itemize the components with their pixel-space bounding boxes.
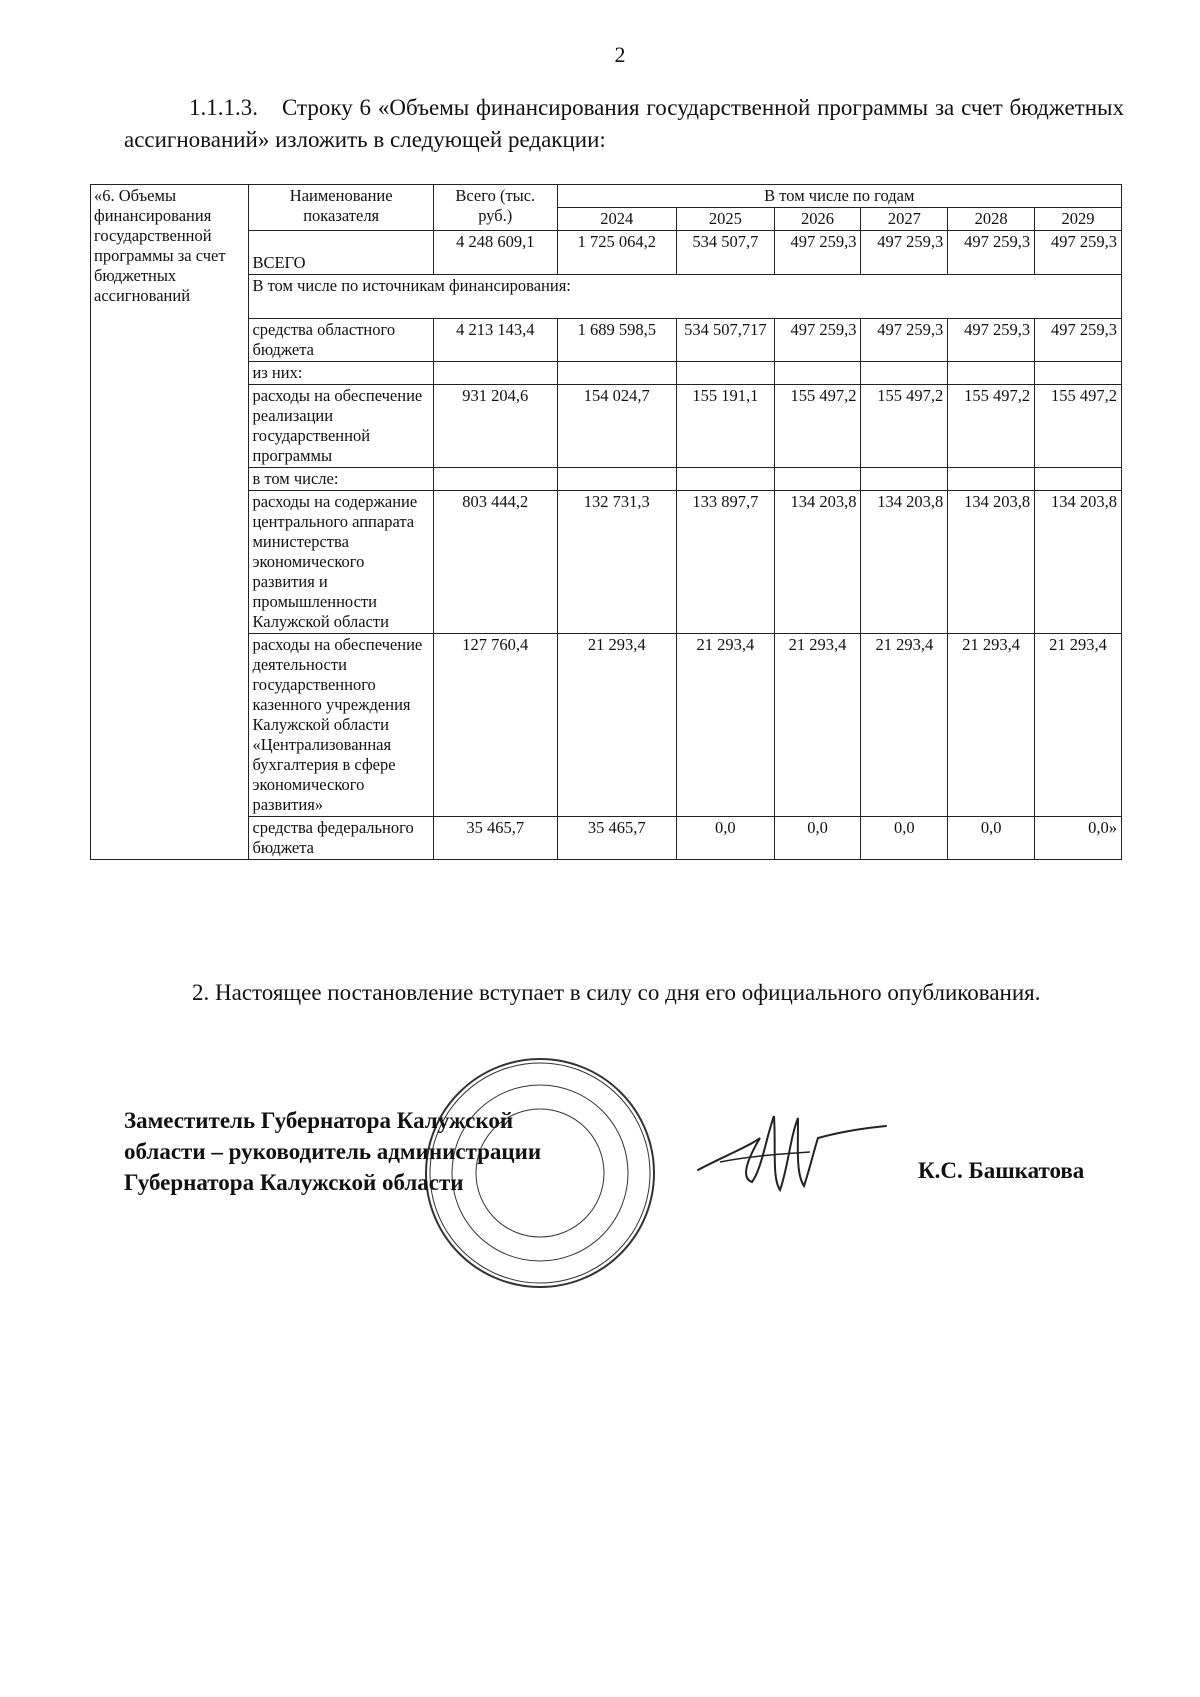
amendment-paragraph (124, 92, 1124, 156)
cell-value: 1 689 598,5 (557, 319, 676, 362)
cell-value (861, 468, 948, 491)
row-label: расходы на обеспечение деятельности государственного казенного учреждения Калужской области «Централизованная бухгалтерия в сфере экономического развития» (249, 634, 433, 817)
cell-value: 21 293,4 (676, 634, 774, 817)
header-total: Всего (тыс. руб.) (433, 185, 557, 231)
cell-value: 534 507,7 (676, 231, 774, 275)
cell-value: 497 259,3 (1035, 231, 1122, 275)
row-total (433, 362, 557, 385)
section-label: «6. Объемы финансирования государственной программы за счет бюджетных ассигнований (94, 186, 226, 305)
row-label: ВСЕГО (249, 231, 433, 275)
cell-value: 21 293,4 (557, 634, 676, 817)
cell-value: 134 203,8 (948, 491, 1035, 634)
cell-value: 497 259,3 (774, 231, 861, 275)
financing-table (90, 184, 1122, 860)
header-year: 2026 (774, 208, 861, 231)
signatory-name: К.С. Башкатова (918, 1158, 1085, 1183)
row-total: 931 204,6 (433, 385, 557, 468)
cell-value: 497 259,3 (948, 231, 1035, 275)
position-line: Губернатора Калужской области (124, 1170, 464, 1195)
cell-value: 21 293,4 (861, 634, 948, 817)
cell-value: 497 259,3 (1035, 319, 1122, 362)
cell-value: 134 203,8 (1035, 491, 1122, 634)
cell-value: 21 293,4 (948, 634, 1035, 817)
cell-value: 21 293,4 (774, 634, 861, 817)
cell-value (676, 468, 774, 491)
header-year: 2024 (557, 208, 676, 231)
row-total: 4 213 143,4 (433, 319, 557, 362)
cell-value: 132 731,3 (557, 491, 676, 634)
amendment-number: 1.1.1.3. (189, 95, 258, 120)
position-line: области – руководитель администрации (124, 1139, 542, 1164)
row-total (433, 468, 557, 491)
cell-value: 35 465,7 (557, 817, 676, 860)
row-label: расходы на обеспечение реализации государственной программы (249, 385, 433, 468)
cell-value: 154 024,7 (557, 385, 676, 468)
cell-value: 134 203,8 (774, 491, 861, 634)
row-total: 127 760,4 (433, 634, 557, 817)
cell-value (1035, 468, 1122, 491)
row-label: средства областного бюджета (249, 319, 433, 362)
row-label: из них: (249, 362, 433, 385)
row-total: 4 248 609,1 (433, 231, 557, 275)
cell-value (861, 362, 948, 385)
row-total: 803 444,2 (433, 491, 557, 634)
cell-value: 0,0 (861, 817, 948, 860)
amendment-text: Строку 6 «Объемы финансирования государственной программы за счет бюджетных ассигнований» изложить в следующей редакции: (124, 95, 1124, 152)
header-indicator: Наименование показателя (249, 185, 433, 231)
row-label: расходы на содержание центрального аппарата министерства экономического развития и промышленности Калужской области (249, 491, 433, 634)
row-label: в том числе: (249, 468, 433, 491)
cell-value (774, 468, 861, 491)
header-year: 2025 (676, 208, 774, 231)
cell-value: 134 203,8 (861, 491, 948, 634)
header-year: 2028 (948, 208, 1035, 231)
cell-value: 155 497,2 (861, 385, 948, 468)
cell-value: 497 259,3 (861, 231, 948, 275)
cell-value: 155 497,2 (948, 385, 1035, 468)
cell-value (774, 362, 861, 385)
section-label-cell (91, 185, 249, 860)
cell-value: 497 259,3 (861, 319, 948, 362)
row-label: средства федерального бюджета (249, 817, 433, 860)
cell-value: 0,0 (774, 817, 861, 860)
cell-value: 0,0 (948, 817, 1035, 860)
merged-row-label: В том числе по источникам финансирования: (249, 275, 1122, 319)
cell-value (948, 468, 1035, 491)
cell-value: 497 259,3 (948, 319, 1035, 362)
header-year: 2027 (861, 208, 948, 231)
row-total: 35 465,7 (433, 817, 557, 860)
cell-value (948, 362, 1035, 385)
cell-value: 534 507,717 (676, 319, 774, 362)
handwritten-signature (690, 1098, 890, 1208)
position-line: Заместитель Губернатора Калужской (124, 1108, 514, 1133)
page-number: 2 (614, 42, 626, 67)
cell-value: 0,0» (1035, 817, 1122, 860)
cell-value: 1 725 064,2 (557, 231, 676, 275)
cell-value: 133 897,7 (676, 491, 774, 634)
signatory-position (124, 1105, 541, 1198)
header-by-years: В том числе по годам (557, 185, 1121, 208)
cell-value (1035, 362, 1122, 385)
header-year: 2029 (1035, 208, 1122, 231)
cell-value: 497 259,3 (774, 319, 861, 362)
cell-value: 21 293,4 (1035, 634, 1122, 817)
cell-value (557, 468, 676, 491)
cell-value: 155 497,2 (1035, 385, 1122, 468)
cell-value (557, 362, 676, 385)
cell-value: 0,0 (676, 817, 774, 860)
effective-paragraph: 2. Настоящее постановление вступает в силу со дня его официального опубликования. (192, 980, 1041, 1005)
cell-value: 155 191,1 (676, 385, 774, 468)
cell-value: 155 497,2 (774, 385, 861, 468)
cell-value (676, 362, 774, 385)
